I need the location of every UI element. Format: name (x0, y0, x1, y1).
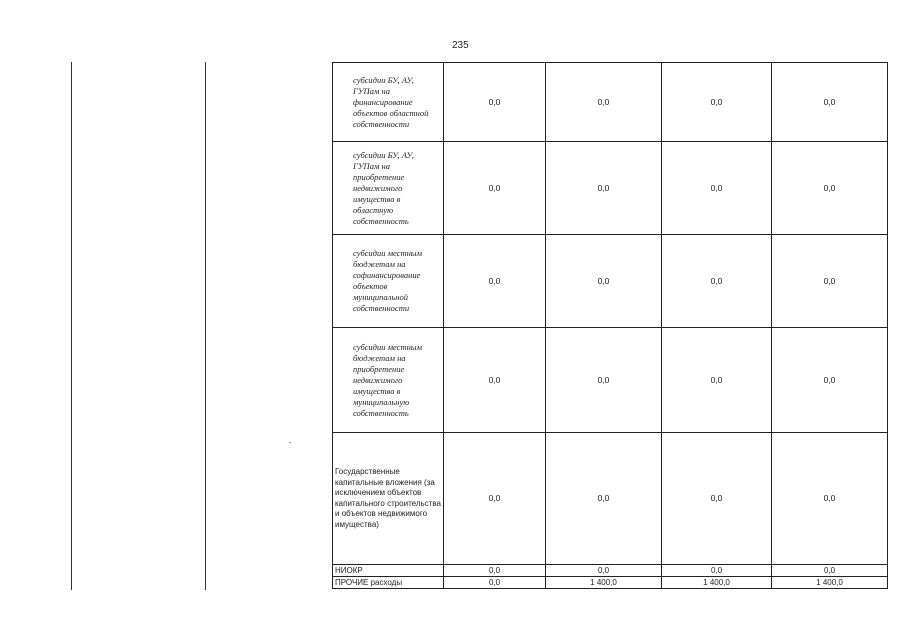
table-row (333, 433, 888, 565)
cell-value: 0,0 (662, 235, 772, 328)
row-label: ПРОЧИЕ расходы (333, 577, 444, 589)
cell-value: 0,0 (772, 565, 888, 577)
cell-value: 0,0 (662, 433, 772, 565)
cell-value: 1 400,0 (662, 577, 772, 589)
cell-value: 0,0 (444, 235, 546, 328)
table-row (333, 63, 888, 142)
cell-value: 0,0 (546, 328, 662, 433)
cell-value: 1 400,0 (772, 577, 888, 589)
cell-value: 0,0 (772, 433, 888, 565)
scan-speck (289, 442, 291, 443)
row-label: субсидии БУ, АУ, ГУПам на финансирование объектов областной собственности (333, 63, 444, 142)
cell-value: 0,0 (662, 565, 772, 577)
table-row (333, 235, 888, 328)
cell-value: 0,0 (444, 142, 546, 235)
page-number: 235 (452, 40, 469, 51)
cell-value: 0,0 (546, 63, 662, 142)
cell-value: 0,0 (546, 235, 662, 328)
inner-border-line (205, 62, 206, 590)
table-row (333, 142, 888, 235)
cell-value: 0,0 (444, 577, 546, 589)
table-row (333, 328, 888, 433)
cell-value: 1 400,0 (546, 577, 662, 589)
left-border-line (71, 62, 72, 590)
row-label: субсидии местным бюджетам на приобретение недвижимого имущества в муниципальную собственность (333, 328, 444, 433)
cell-value: 0,0 (546, 433, 662, 565)
cell-value: 0,0 (546, 142, 662, 235)
cell-value: 0,0 (662, 63, 772, 142)
cell-value: 0,0 (444, 565, 546, 577)
expenses-table (332, 62, 888, 589)
cell-value: 0,0 (772, 142, 888, 235)
cell-value: 0,0 (772, 63, 888, 142)
row-label: Государственные капитальные вложения (за исключением объектов капитального строительства и объектов недвижимого имущества) (333, 433, 444, 565)
cell-value: 0,0 (772, 328, 888, 433)
cell-value: 0,0 (546, 565, 662, 577)
cell-value: 0,0 (444, 328, 546, 433)
table-row (333, 577, 888, 589)
cell-value: 0,0 (444, 63, 546, 142)
table-row (333, 565, 888, 577)
row-label: субсидии БУ, АУ, ГУПам на приобретение недвижимого имущества в областную собственность (333, 142, 444, 235)
cell-value: 0,0 (662, 142, 772, 235)
cell-value: 0,0 (662, 328, 772, 433)
row-label: НИОКР (333, 565, 444, 577)
cell-value: 0,0 (772, 235, 888, 328)
cell-value: 0,0 (444, 433, 546, 565)
row-label: субсидии местным бюджетам на софинансирование объектов муниципальной собственности (333, 235, 444, 328)
